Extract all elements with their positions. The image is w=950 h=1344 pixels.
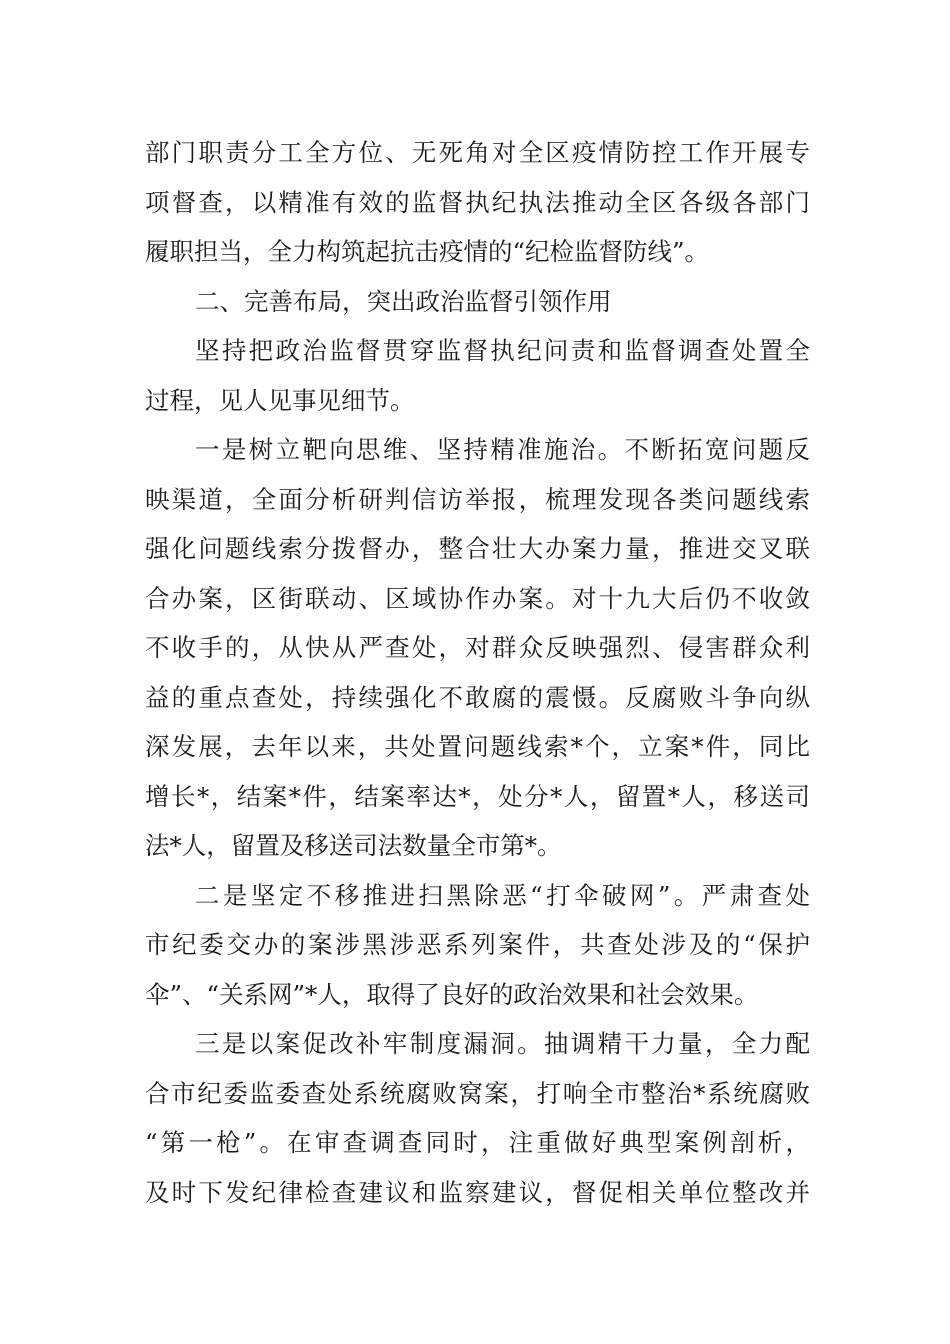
text-line: 项督查，以精准有效的监督执纪执法推动全区各级各部门: [145, 187, 810, 217]
text-line: 坚持把政治监督贯穿监督执纪问责和监督调查处置全: [195, 336, 810, 365]
text-line: 映渠道，全面分析研判信访举报，梳理发现各类问题线索: [145, 484, 810, 514]
text-line: 法*人，留置及移送司法数量全市第*。: [145, 831, 562, 860]
text-line: 增长*，结案*件，结案率达*，处分*人，留置*人，移送司: [145, 781, 810, 811]
text-line: 一是树立靶向思维、坚持精准施治。不断拓宽问题反: [195, 435, 810, 464]
text-line: 部门职责分工全方位、无死角对全区疫情防控工作开展专: [145, 138, 810, 167]
text-line: 三是以案促改补牢制度漏洞。抽调精干力量，全力配: [195, 1029, 810, 1058]
text-line: 二是坚定不移推进扫黑除恶“打伞破网”。严肃查处: [195, 880, 810, 910]
text-line: 合市纪委监委查处系统腐败窝案，打响全市整治*系统腐败: [145, 1078, 810, 1108]
text-line: 合办案，区街联动、区域协作办案。对十九大后仍不收敛: [145, 583, 810, 613]
text-line: 益的重点查处，持续强化不敢腐的震慑。反腐败斗争向纵: [145, 682, 810, 712]
text-line: 伞”、“关系网”*人，取得了良好的政治效果和社会效果。: [145, 979, 759, 1009]
text-line: 履职担当，全力构筑起抗击疫情的“纪检监督防线”。: [145, 237, 710, 266]
text-line: 市纪委交办的案涉黑涉恶系列案件，共查处涉及的“保护: [145, 930, 810, 959]
text-line: 及时下发纪律检查建议和监察建议，督促相关单位整改并: [145, 1177, 810, 1207]
body-text: [145, 128, 810, 1217]
text-line: 不收手的，从快从严查处，对群众反映强烈、侵害群众利: [145, 633, 810, 662]
text-line: 强化问题线索分拨督办，整合壮大办案力量，推进交叉联: [145, 534, 810, 563]
section-heading: 二、完善布局，突出政治监督引领作用: [195, 286, 612, 316]
text-line: 深发展，去年以来，共处置问题线索*个，立案*件，同比: [145, 732, 810, 761]
text-line: 过程，见人见事见细节。: [145, 385, 415, 415]
text-line: “第一枪”。在审查调查同时，注重做好典型案例剖析，: [145, 1128, 810, 1157]
